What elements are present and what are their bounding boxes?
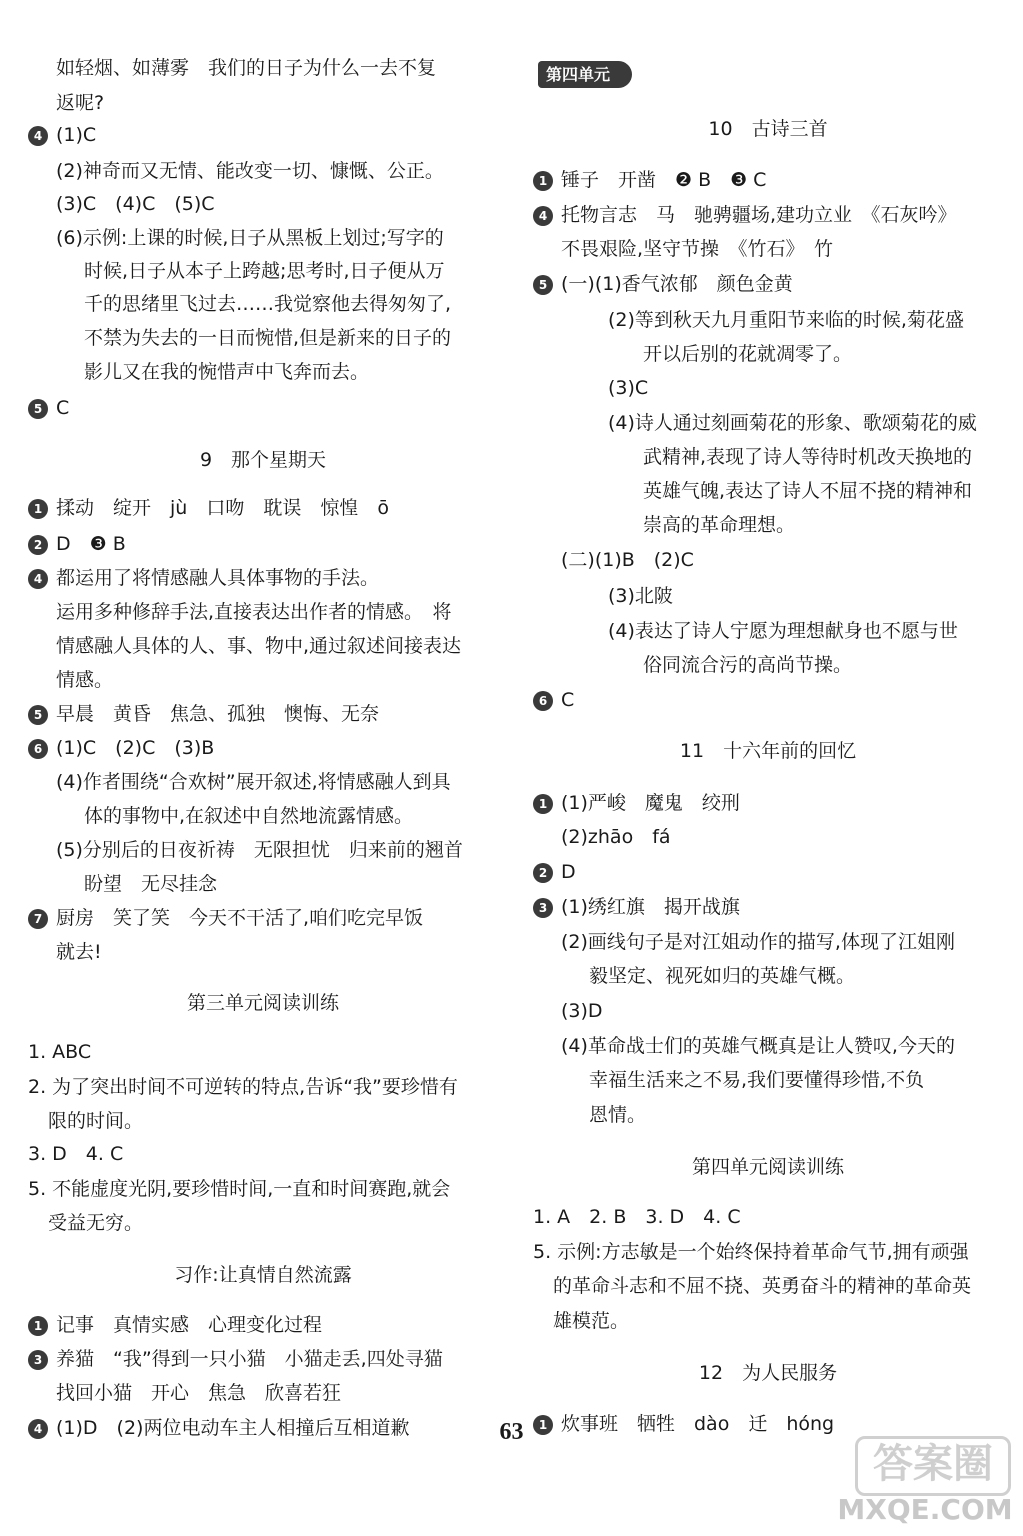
question-number-badge: 2 xyxy=(28,535,48,555)
question-number-badge: 6 xyxy=(533,691,553,711)
answer-text: 9 那个星期天 xyxy=(199,449,327,471)
answer-text: 就去! xyxy=(56,941,102,963)
answer-text: (3)C xyxy=(608,377,649,399)
question-number-badge: 1 xyxy=(28,1316,48,1336)
answer-text: 12 为人民服务 xyxy=(698,1362,838,1384)
answer-text: (二)(1)B (2)C xyxy=(561,549,694,571)
answer-text: 俗同流合污的高尚节操。 xyxy=(643,654,853,676)
answer-text: (1)D (2)两位电动车主人相撞后互相道歉 xyxy=(56,1417,410,1439)
answer-item xyxy=(533,860,576,884)
answer-text: 英雄气魄,表达了诗人不屈不挠的精神和 xyxy=(643,480,973,502)
answer-text: 第三单元阅读训练 xyxy=(186,992,339,1014)
answer-line xyxy=(28,91,104,115)
answer-line xyxy=(533,1240,969,1264)
answer-line xyxy=(28,1040,91,1064)
answer-item xyxy=(28,496,389,520)
answer-line xyxy=(533,479,972,503)
answer-line xyxy=(28,360,369,384)
answer-item xyxy=(533,895,740,919)
question-number-badge: 6 xyxy=(28,739,48,759)
question-number-badge: 3 xyxy=(28,1350,48,1370)
answer-text: 早晨 黄昏 焦急、孤独 懊悔、无奈 xyxy=(56,703,380,725)
answer-line xyxy=(533,653,852,677)
question-number-badge: 1 xyxy=(533,1415,553,1435)
section-title xyxy=(533,739,1003,763)
answer-text: 武精神,表现了诗人等待时机改天换地的 xyxy=(643,446,973,468)
answer-item xyxy=(28,702,379,726)
section-title xyxy=(28,448,498,472)
question-number-badge: 2 xyxy=(533,863,553,883)
answer-line xyxy=(28,1211,143,1235)
answer-line xyxy=(28,838,463,862)
answer-text: (1)C xyxy=(56,124,97,146)
answer-line xyxy=(28,1177,450,1201)
answer-item xyxy=(28,736,214,760)
answer-line xyxy=(28,1381,341,1405)
answer-line xyxy=(533,584,673,608)
answer-item xyxy=(28,396,69,420)
answer-line xyxy=(28,259,444,283)
answer-text: D xyxy=(561,861,576,883)
answer-text: 不禁为失去的一日而惋惜,但是新来的日子的 xyxy=(84,327,452,349)
answer-line xyxy=(533,376,648,400)
answer-item xyxy=(28,566,379,590)
answer-text: D ❸ B xyxy=(56,533,126,555)
answer-text: 的革命斗志和不屈不挠、英勇奋斗的精神的革命英 xyxy=(553,1275,972,1297)
answer-text: (3)D xyxy=(561,1000,603,1022)
answer-text: 找回小猫 开心 焦急 欣喜若狂 xyxy=(56,1382,342,1404)
answer-text: 限的时间。 xyxy=(48,1110,144,1132)
answer-text: 5. 示例:方志敏是一个始终保持着革命气节,拥有顽强 xyxy=(533,1241,969,1263)
answer-text: 厨房 笑了笑 今天不干活了,咱们吃完早饭 xyxy=(56,907,424,929)
answer-text: 炊事班 牺牲 dào 迁 hóng xyxy=(561,1413,835,1435)
answer-line xyxy=(533,411,977,435)
answer-text: 情感融人具体的人、事、物中,通过叙述间接表达 xyxy=(56,635,462,657)
answer-line xyxy=(28,668,113,692)
answer-item xyxy=(533,688,574,712)
question-number-badge: 3 xyxy=(533,898,553,918)
answer-item xyxy=(28,1313,322,1337)
answer-text: 10 古诗三首 xyxy=(708,118,828,140)
answer-text: (4)作者围绕“合欢树”展开叙述,将情感融人到具 xyxy=(56,771,451,793)
question-number-badge: 5 xyxy=(533,275,553,295)
section-title xyxy=(533,117,1003,141)
answer-text: 养猫 “我”得到一只小猫 小猫走丢,四处寻猫 xyxy=(56,1348,443,1370)
answer-text: 第四单元阅读训练 xyxy=(691,1156,844,1178)
question-number-badge: 5 xyxy=(28,705,48,725)
answer-text: 11 十六年前的回忆 xyxy=(679,740,857,762)
answer-text: 不畏艰险,坚守节操 《竹石》 竹 xyxy=(561,238,834,260)
answer-line xyxy=(533,1068,924,1092)
answer-line xyxy=(28,159,444,183)
answer-text: (2)画线句子是对江姐动作的描写,体现了江姐刚 xyxy=(561,931,955,953)
answer-line xyxy=(533,1309,629,1333)
answer-text: (4)诗人通过刻画菊花的形象、歌颂菊花的威 xyxy=(608,412,977,434)
watermark-url: MXQE.COM xyxy=(837,1493,1013,1526)
answer-line xyxy=(533,548,694,572)
answer-item xyxy=(533,272,793,296)
answer-line xyxy=(28,804,413,828)
answer-item xyxy=(28,1347,443,1371)
answer-line xyxy=(28,770,451,794)
answer-text: (一)(1)香气浓郁 颜色金黄 xyxy=(561,273,793,295)
question-number-badge: 5 xyxy=(28,399,48,419)
answer-text: (6)示例:上课的时候,日子从黑板上划过;写字的 xyxy=(56,227,444,249)
answer-text: (4)表达了诗人宁愿为理想献身也不愿与世 xyxy=(608,620,958,642)
question-number-badge: 4 xyxy=(28,1419,48,1439)
section-title xyxy=(533,1155,1003,1179)
answer-text: 受益无穷。 xyxy=(48,1212,144,1234)
answer-text: C xyxy=(561,689,575,711)
answer-text: 如轻烟、如薄雾 我们的日子为什么一去不复 xyxy=(56,57,437,79)
answer-line xyxy=(533,1274,971,1298)
answer-line xyxy=(28,326,451,350)
answer-text: (4)革命战士们的英雄气概真是让人赞叹,今天的 xyxy=(561,1035,955,1057)
answer-text: (1)严峻 魔鬼 绞刑 xyxy=(561,792,740,814)
answer-text: 锤子 开凿 ❷ B ❸ C xyxy=(561,169,767,191)
answer-text: 千的思绪里飞过去……我觉察他去得匆匆了, xyxy=(84,293,452,315)
question-number-badge: 4 xyxy=(28,126,48,146)
answer-line xyxy=(28,634,461,658)
answer-line xyxy=(533,930,955,954)
answer-item xyxy=(28,532,126,556)
question-number-badge: 1 xyxy=(533,794,553,814)
answer-item xyxy=(28,906,423,930)
question-number-badge: 4 xyxy=(533,206,553,226)
answer-text: (5)分别后的日夜祈祷 无限担忧 归来前的翘首 xyxy=(56,839,463,861)
answer-text: 恩情。 xyxy=(589,1104,647,1126)
page-number: 63 xyxy=(499,1419,524,1445)
answer-text: 雄模范。 xyxy=(553,1310,630,1332)
watermark-logo xyxy=(835,1436,1015,1528)
answer-text: 2. 为了突出时间不可逆转的特点,告诉“我”要珍惜有 xyxy=(28,1076,458,1098)
answer-line xyxy=(28,226,444,250)
answer-text: 运用多种修辞手法,直接表达出作者的情感。 将 xyxy=(56,601,452,623)
answer-line xyxy=(533,964,855,988)
answer-line xyxy=(28,1109,143,1133)
answer-item xyxy=(28,123,96,147)
unit-tag: 第四单元 xyxy=(538,61,632,88)
answer-text: 1. A 2. B 3. D 4. C xyxy=(533,1206,741,1228)
answer-item xyxy=(533,203,957,227)
answer-line xyxy=(533,1034,955,1058)
answer-text: 习作:让真情自然流露 xyxy=(174,1264,352,1286)
answer-line xyxy=(533,1205,741,1229)
answer-text: 都运用了将情感融人具体事物的手法。 xyxy=(56,567,380,589)
answer-line xyxy=(28,872,217,896)
answer-text: (3)北陂 xyxy=(608,585,673,607)
answer-text: 1. ABC xyxy=(28,1041,92,1063)
answer-text: 托物言志 马 驰骋疆场,建功立业 《石灰吟》 xyxy=(561,204,957,226)
answer-line xyxy=(533,308,964,332)
answer-item xyxy=(533,168,766,192)
question-number-badge: 4 xyxy=(28,569,48,589)
section-title xyxy=(533,1361,1003,1385)
section-title xyxy=(28,1263,498,1287)
answer-text: (2)zhāo fá xyxy=(561,826,671,848)
answer-text: 返呢? xyxy=(56,92,105,114)
answer-text: 5. 不能虚度光阴,要珍惜时间,一直和时间赛跑,就会 xyxy=(28,1178,451,1200)
answer-text: 记事 真情实感 心理变化过程 xyxy=(56,1314,323,1336)
answer-text: 崇高的革命理想。 xyxy=(643,514,796,536)
question-number-badge: 1 xyxy=(533,171,553,191)
watermark-seal: 答案圈 xyxy=(855,1436,1011,1496)
answer-line xyxy=(28,56,436,80)
answer-text: (1)C (2)C (3)B xyxy=(56,737,215,759)
answer-text: 3. D 4. C xyxy=(28,1143,124,1165)
answer-text: (2)等到秋天九月重阳节来临的时候,菊花盛 xyxy=(608,309,964,331)
answer-line xyxy=(533,619,958,643)
answer-text: 时候,日子从本子上跨越;思考时,日子便从万 xyxy=(84,260,445,282)
answer-text: 盼望 无尽挂念 xyxy=(84,873,218,895)
answer-line xyxy=(28,940,102,964)
answer-line xyxy=(28,192,215,216)
answer-line xyxy=(533,825,671,849)
answer-item xyxy=(533,791,740,815)
answer-line xyxy=(533,445,972,469)
answer-text: 体的事物中,在叙述中自然地流露情感。 xyxy=(84,805,414,827)
answer-line xyxy=(533,237,833,261)
answer-text: 开以后别的花就凋零了。 xyxy=(643,343,853,365)
answer-line xyxy=(533,999,603,1023)
answer-text: C xyxy=(56,397,70,419)
answer-line xyxy=(28,1075,458,1099)
answer-text: 幸福生活来之不易,我们要懂得珍惜,不负 xyxy=(589,1069,925,1091)
section-title xyxy=(28,991,498,1015)
answer-text: 影儿又在我的惋惜声中飞奔而去。 xyxy=(84,361,370,383)
answer-text: (1)绣红旗 揭开战旗 xyxy=(561,896,740,918)
answer-text: 情感。 xyxy=(56,669,114,691)
question-number-badge: 1 xyxy=(28,499,48,519)
question-number-badge: 7 xyxy=(28,909,48,929)
answer-text: (3)C (4)C (5)C xyxy=(56,193,215,215)
answer-line xyxy=(28,292,451,316)
answer-line xyxy=(533,342,852,366)
answer-line xyxy=(533,1103,646,1127)
answer-line xyxy=(28,600,452,624)
answer-line xyxy=(533,513,795,537)
answer-line xyxy=(28,1142,123,1166)
answer-text: (2)神奇而又无情、能改变一切、慷慨、公正。 xyxy=(56,160,444,182)
answer-text: 毅坚定、视死如归的英雄气概。 xyxy=(589,965,856,987)
answer-text: 揉动 绽开 jù 口吻 耽误 惊惶 ō xyxy=(56,497,389,519)
